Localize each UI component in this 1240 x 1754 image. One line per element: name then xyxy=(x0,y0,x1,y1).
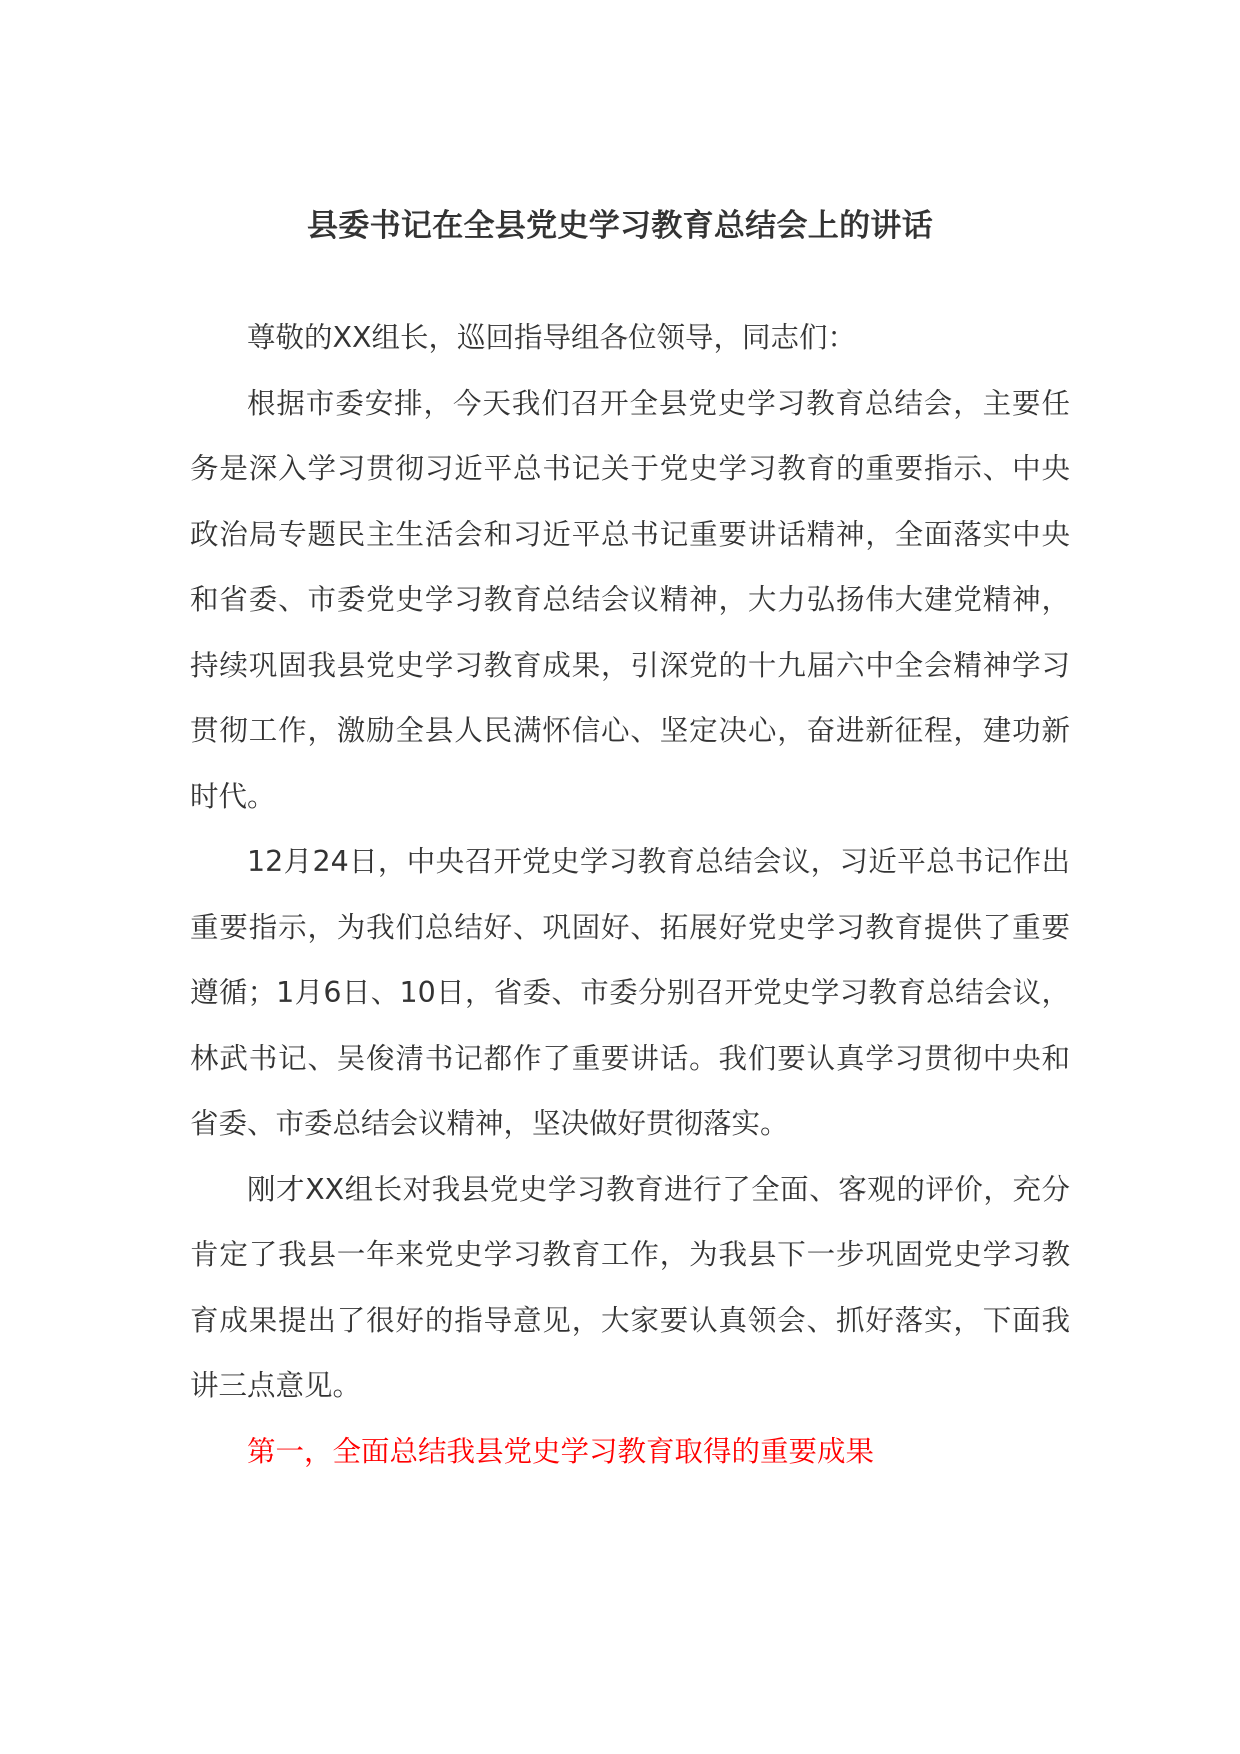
paragraph-2: 12月24日，中央召开党史学习教育总结会议，习近平总书记作出重要指示，为我们总结好、巩固好、拓展好党史学习教育提供了重要遵循；1月6日、10日，省委、市委分别召开党史学习教育总结会议，林武书记、吴俊清书记都作了重要讲话。我们要认真学习贯彻中央和省委、市委总结会议精神，坚决做好贯彻落实。 xyxy=(190,845,1070,1140)
paragraph-1: 根据市委安排，今天我们召开全县党史学习教育总结会，主要任务是深入学习贯彻习近平总书记关于党史学习教育的重要指示、中央政治局专题民主生活会和习近平总书记重要讲话精神，全面落实中央和省委、市委党史学习教育总结会议精神，大力弘扬伟大建党精神，持续巩固我县党史学习教育成果，引深党的十九届六中全会精神学习贯彻工作，激励全县人民满怀信心、坚定决心，奋进新征程，建功新时代。 xyxy=(190,386,1070,813)
paragraph-3: 刚才XX组长对我县党史学习教育进行了全面、客观的评价，充分肯定了我县一年来党史学习教育工作，为我县下一步巩固党史学习教育成果提出了很好的指导意见，大家要认真领会、抓好落实，下面我讲三点意见。 xyxy=(190,1172,1070,1402)
document-title: 县委书记在全县党史学习教育总结会上的讲话 xyxy=(307,208,933,244)
section-heading: 第一，全面总结我县党史学习教育取得的重要成果 xyxy=(247,1434,875,1468)
salutation: 尊敬的XX组长，巡回指导组各位领导，同志们： xyxy=(247,321,857,354)
document-body xyxy=(190,305,1070,1484)
